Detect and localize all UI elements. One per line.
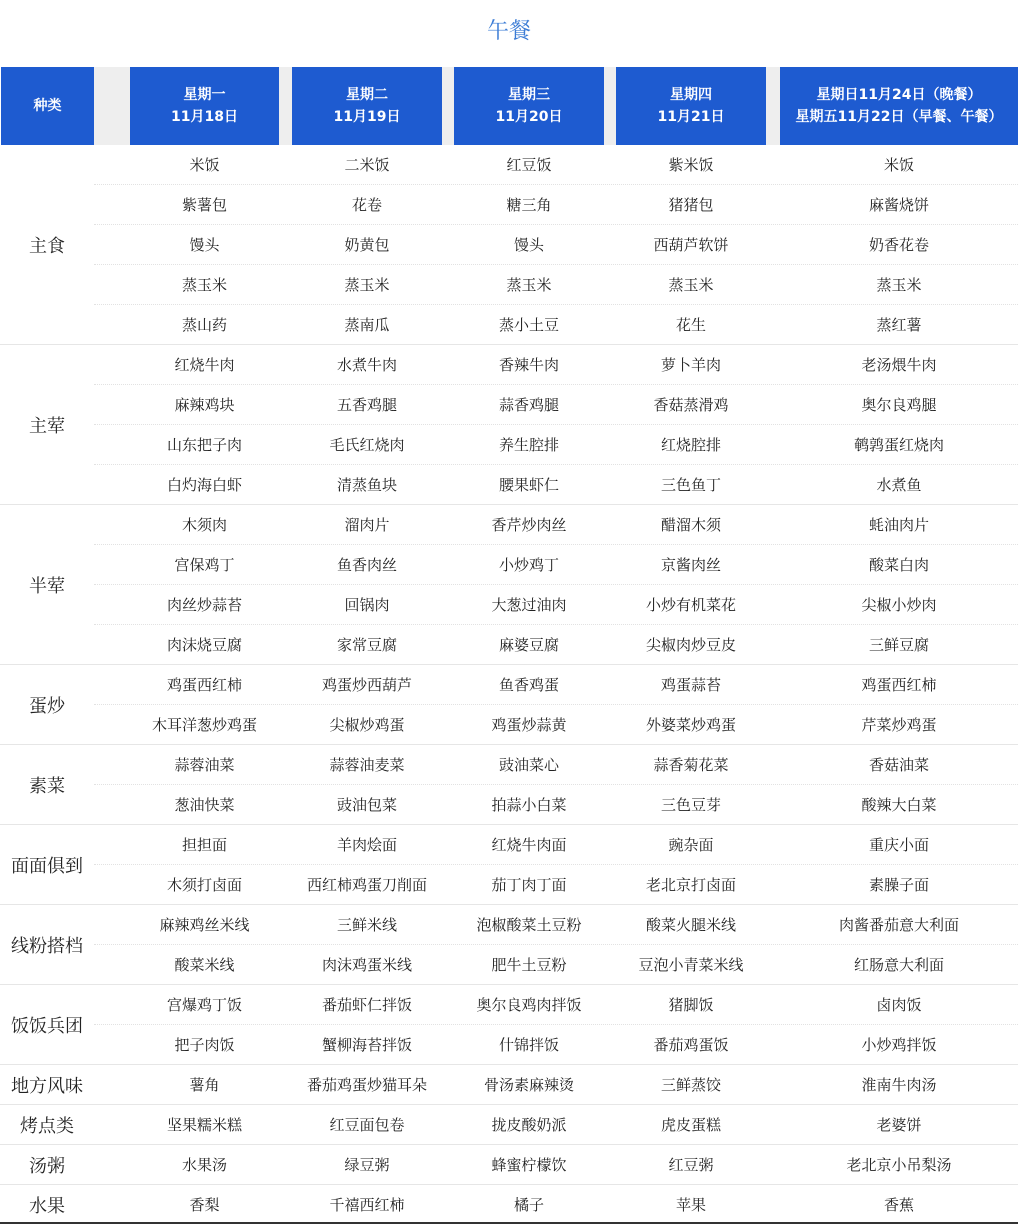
header-day-line1: 星期日11月24日（晚餐） [816, 87, 982, 103]
menu-cell: 蒜香鸡腿 [498, 396, 559, 414]
category-label: 主食 [29, 236, 65, 257]
menu-cell: 蒸玉米 [344, 276, 390, 294]
menu-cell: 三色豆芽 [660, 796, 721, 814]
menu-cell: 红烧牛肉面 [491, 836, 567, 854]
menu-cell: 馒头 [513, 236, 544, 254]
menu-cell: 三鲜米线 [336, 916, 397, 934]
page-title: 午餐 [486, 19, 531, 44]
menu-cell: 宫爆鸡丁饭 [166, 996, 242, 1014]
menu-cell: 鱼香鸡蛋 [498, 676, 559, 694]
menu-cell: 猪脚饭 [668, 996, 714, 1014]
menu-cell: 小炒有机菜花 [645, 596, 736, 614]
menu-cell: 红豆面包卷 [329, 1116, 405, 1134]
menu-cell: 西红柿鸡蛋刀削面 [306, 876, 427, 894]
menu-cell: 香菇油菜 [868, 756, 929, 774]
menu-cell: 木耳洋葱炒鸡蛋 [151, 716, 257, 734]
menu-cell: 大葱过油肉 [491, 596, 567, 614]
menu-cell: 红烧牛肉 [174, 356, 235, 374]
header-spacer [94, 67, 130, 145]
menu-cell: 糖三角 [506, 196, 552, 214]
menu-cell: 鸡蛋炒蒜黄 [491, 716, 567, 734]
menu-cell: 蒜香菊花菜 [653, 756, 729, 774]
menu-cell: 把子肉饭 [174, 1036, 235, 1054]
menu-cell: 家常豆腐 [336, 636, 397, 654]
menu-cell: 豆泡小青菜米线 [638, 956, 744, 974]
menu-cell: 蒸山药 [181, 316, 227, 334]
menu-cell: 酸菜白肉 [868, 556, 929, 574]
menu-cell: 红豆饭 [506, 156, 552, 174]
menu-cell: 茄丁肉丁面 [491, 876, 567, 894]
header-day-3 [454, 67, 604, 145]
header-day-1 [130, 67, 279, 145]
menu-cell: 馒头 [189, 236, 220, 254]
menu-cell: 坚果糯米糕 [166, 1116, 242, 1134]
category-label: 线粉搭档 [11, 936, 83, 957]
menu-cell: 肉沫鸡蛋米线 [321, 956, 412, 974]
menu-cell: 木须打卤面 [166, 876, 242, 894]
header-day-line2: 11月19日 [333, 109, 401, 125]
menu-cell: 二米饭 [344, 156, 390, 174]
table-bottom-divider [0, 1222, 1018, 1224]
menu-cell: 回锅肉 [344, 596, 390, 614]
menu-cell: 香菇蒸滑鸡 [653, 396, 729, 414]
menu-cell: 芹菜炒鸡蛋 [861, 716, 937, 734]
menu-cell: 素臊子面 [868, 876, 929, 894]
menu-cell: 奶香花卷 [868, 236, 929, 254]
menu-cell: 绿豆粥 [344, 1156, 390, 1174]
menu-cell: 蒸玉米 [668, 276, 714, 294]
menu-cell: 豌杂面 [668, 836, 714, 854]
menu-cell: 香芹炒肉丝 [491, 516, 567, 534]
menu-cell: 肉酱番茄意大利面 [838, 916, 959, 934]
menu-cell: 苹果 [675, 1196, 706, 1214]
menu-cell: 老北京打卤面 [645, 876, 736, 894]
menu-cell: 奥尔良鸡肉拌饭 [476, 996, 582, 1014]
menu-cell: 橘子 [513, 1196, 544, 1214]
menu-cell: 溜肉片 [344, 516, 390, 534]
category-label: 素菜 [29, 776, 65, 797]
menu-cell: 蒜蓉油菜 [174, 756, 235, 774]
menu-cell: 鸡蛋蒜苔 [660, 676, 721, 694]
category-label: 面面俱到 [11, 856, 83, 877]
menu-cell: 泡椒酸菜土豆粉 [476, 916, 582, 934]
menu-cell: 什锦拌饭 [498, 1036, 559, 1054]
menu-cell: 紫米饭 [668, 156, 714, 174]
menu-cell: 京酱肉丝 [660, 556, 721, 574]
menu-cell: 宫保鸡丁 [174, 556, 235, 574]
menu-cell: 奥尔良鸡腿 [861, 396, 937, 414]
menu-cell: 薯角 [189, 1076, 220, 1094]
menu-cell: 奶黄包 [344, 236, 390, 254]
menu-cell: 羊肉烩面 [336, 836, 397, 854]
menu-cell: 蒸玉米 [876, 276, 922, 294]
menu-cell: 三鲜豆腐 [868, 636, 929, 654]
menu-cell: 花卷 [351, 196, 382, 214]
menu-cell: 三鲜蒸饺 [660, 1076, 721, 1094]
category-label: 烤点类 [20, 1116, 74, 1137]
category-label: 汤粥 [29, 1156, 65, 1177]
category-label: 饭饭兵团 [11, 1016, 83, 1037]
menu-cell: 西葫芦软饼 [653, 236, 729, 254]
menu-cell: 肉沫烧豆腐 [166, 636, 242, 654]
menu-cell: 猪猪包 [668, 196, 714, 214]
menu-cell: 外婆菜炒鸡蛋 [645, 716, 736, 734]
category-label: 半荤 [29, 576, 65, 597]
header-spacer [766, 67, 780, 145]
menu-cell: 担担面 [181, 836, 227, 854]
menu-cell: 豉油菜心 [498, 756, 559, 774]
header-day-4 [616, 67, 766, 145]
menu-cell: 三色鱼丁 [660, 476, 721, 494]
menu-cell: 拢皮酸奶派 [491, 1116, 567, 1134]
menu-cell: 千禧西红柿 [329, 1196, 405, 1214]
header-spacer [442, 67, 454, 145]
menu-cell: 清蒸鱼块 [336, 476, 397, 494]
menu-cell: 萝卜羊肉 [660, 356, 721, 374]
menu-cell: 木须肉 [181, 516, 227, 534]
header-spacer [279, 67, 292, 145]
menu-cell: 骨汤素麻辣烫 [483, 1076, 574, 1094]
menu-cell: 尖椒小炒肉 [861, 596, 937, 614]
menu-cell: 老汤煨牛肉 [861, 356, 937, 374]
menu-cell: 白灼海白虾 [166, 476, 242, 494]
menu-cell: 红豆粥 [668, 1156, 714, 1174]
menu-cell: 番茄鸡蛋饭 [653, 1036, 729, 1054]
header-spacer [604, 67, 616, 145]
menu-cell: 蚝油肉片 [868, 516, 929, 534]
header-category: 种类 [1, 67, 94, 145]
menu-cell: 蜂蜜柠檬饮 [491, 1156, 567, 1174]
menu-cell: 鹌鹑蛋红烧肉 [853, 436, 944, 454]
menu-cell: 蟹柳海苔拌饭 [321, 1036, 412, 1054]
menu-cell: 淮南牛肉汤 [861, 1076, 937, 1094]
header-day-line2: 11月20日 [495, 109, 563, 125]
menu-cell: 蒜蓉油麦菜 [329, 756, 405, 774]
header-day-line1: 星期二 [346, 87, 388, 103]
menu-cell: 酸菜米线 [174, 956, 235, 974]
menu-cell: 鸡蛋西红柿 [861, 676, 937, 694]
menu-cell: 卤肉饭 [876, 996, 922, 1014]
menu-cell: 麻婆豆腐 [498, 636, 559, 654]
menu-cell: 山东把子肉 [166, 436, 242, 454]
menu-cell: 豉油包菜 [336, 796, 397, 814]
menu-cell: 尖椒炒鸡蛋 [329, 716, 405, 734]
menu-cell: 番茄鸡蛋炒猫耳朵 [306, 1076, 427, 1094]
menu-cell: 五香鸡腿 [336, 396, 397, 414]
header-day-line1: 星期一 [183, 87, 226, 103]
category-label: 主荤 [29, 416, 65, 437]
menu-cell: 水煮牛肉 [336, 356, 397, 374]
header-day-line2: 11月21日 [657, 109, 725, 125]
menu-cell: 老北京小吊梨汤 [846, 1156, 952, 1174]
header-day-line1: 星期四 [670, 87, 712, 103]
header-day-5 [780, 67, 1018, 145]
header-day-line1: 星期三 [508, 87, 550, 103]
menu-cell: 重庆小面 [868, 836, 929, 854]
menu-cell: 醋溜木须 [660, 516, 721, 534]
menu-cell: 肉丝炒蒜苔 [166, 596, 242, 614]
menu-cell: 花生 [675, 316, 706, 334]
menu-cell: 蒸玉米 [506, 276, 552, 294]
category-label: 地方风味 [11, 1076, 83, 1097]
menu-cell: 红肠意大利面 [853, 956, 944, 974]
menu-cell: 鸡蛋西红柿 [166, 676, 242, 694]
menu-cell: 老婆饼 [876, 1116, 922, 1134]
menu-cell: 拍蒜小白菜 [491, 796, 567, 814]
menu-cell: 蒸南瓜 [344, 316, 390, 334]
menu-cell: 麻辣鸡丝米线 [159, 916, 250, 934]
menu-cell: 香蕉 [883, 1196, 914, 1214]
menu-cell: 小炒鸡丁 [498, 556, 559, 574]
menu-cell: 葱油快菜 [174, 796, 235, 814]
menu-cell: 尖椒肉炒豆皮 [645, 636, 736, 654]
menu-cell: 酸辣大白菜 [861, 796, 937, 814]
menu-cell: 米饭 [189, 156, 220, 174]
menu-cell: 紫薯包 [181, 196, 227, 214]
header-day-line2: 星期五11月22日（早餐、午餐） [795, 109, 1003, 125]
menu-cell: 番茄虾仁拌饭 [321, 996, 412, 1014]
menu-cell: 水煮鱼 [876, 476, 922, 494]
menu-cell: 养生腔排 [498, 436, 559, 454]
menu-cell: 腰果虾仁 [498, 476, 559, 494]
category-label: 蛋炒 [29, 696, 65, 717]
menu-cell: 鱼香肉丝 [336, 556, 397, 574]
menu-cell: 小炒鸡拌饭 [861, 1036, 937, 1054]
menu-cell: 麻酱烧饼 [868, 196, 929, 214]
menu-cell: 鸡蛋炒西葫芦 [321, 676, 412, 694]
menu-cell: 虎皮蛋糕 [660, 1116, 721, 1134]
menu-cell: 水果汤 [181, 1156, 227, 1174]
menu-cell: 麻辣鸡块 [174, 396, 235, 414]
menu-cell: 毛氏红烧肉 [329, 436, 405, 454]
menu-cell: 酸菜火腿米线 [645, 916, 736, 934]
category-label: 水果 [29, 1196, 65, 1217]
menu-cell: 蒸小土豆 [498, 316, 559, 334]
menu-cell: 香梨 [189, 1196, 220, 1214]
menu-cell: 红烧腔排 [660, 436, 721, 454]
menu-cell: 蒸红薯 [876, 316, 922, 334]
menu-cell: 米饭 [883, 156, 914, 174]
menu-cell: 肥牛土豆粉 [491, 956, 567, 974]
header-day-2 [292, 67, 442, 145]
menu-cell: 蒸玉米 [181, 276, 227, 294]
menu-cell: 香辣牛肉 [498, 356, 559, 374]
header-day-line2: 11月18日 [171, 109, 238, 125]
